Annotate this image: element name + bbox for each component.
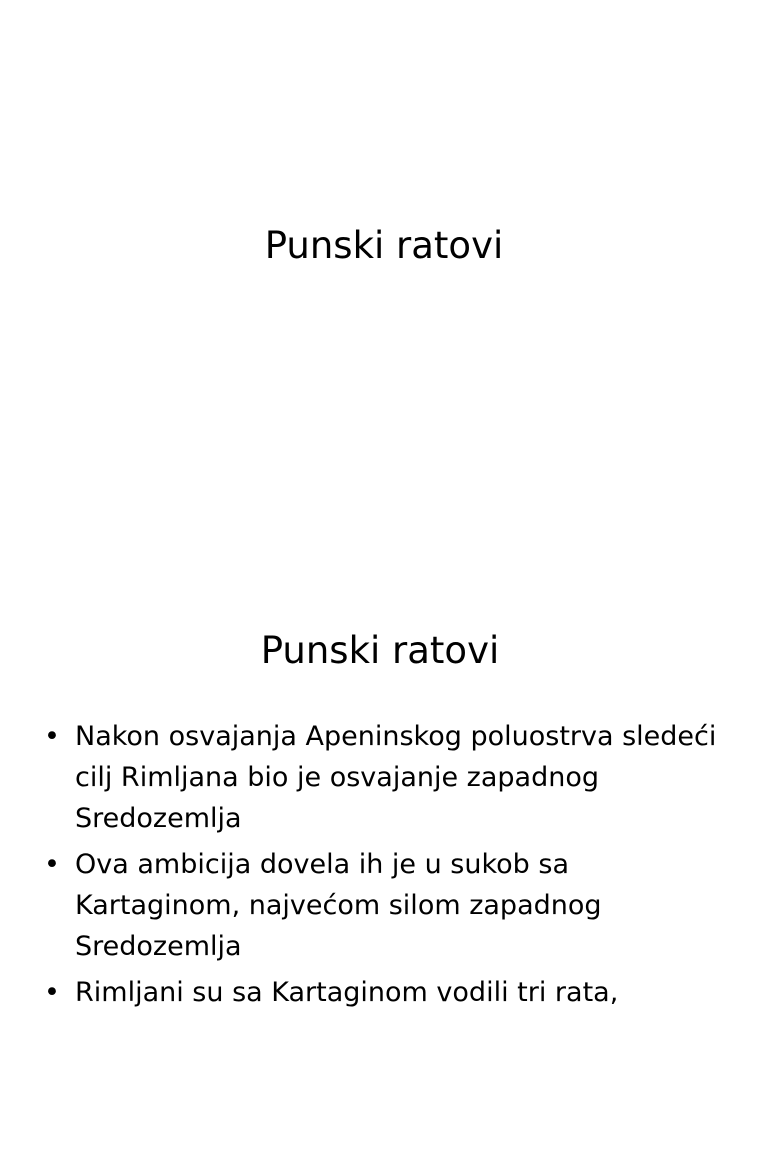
bullet-icon: • <box>44 977 60 1008</box>
bullet-item-2 <box>40 844 730 967</box>
bullet-text-1: Nakon osvajanja Apeninskog poluostrva sledeći cilj Rimljana bio je osvajanje zapadnog Sredozemlja <box>75 721 717 834</box>
slide-2 <box>0 576 768 1152</box>
bullet-list <box>40 716 730 1018</box>
bullet-icon: • <box>44 849 60 880</box>
bullet-icon: • <box>44 721 60 752</box>
bullet-text-3: Rimljani su sa Kartaginom vodili tri rata, <box>75 977 619 1008</box>
bullet-item-3 <box>40 972 730 1013</box>
bullet-text-2: Ova ambicija dovela ih je u sukob sa Kartaginom, najvećom silom zapadnog Sredozemlja <box>75 849 602 962</box>
slide-2-title: Punski ratovi <box>260 629 500 672</box>
bullet-item-1 <box>40 716 730 839</box>
slide-1-title: Punski ratovi <box>264 224 504 267</box>
